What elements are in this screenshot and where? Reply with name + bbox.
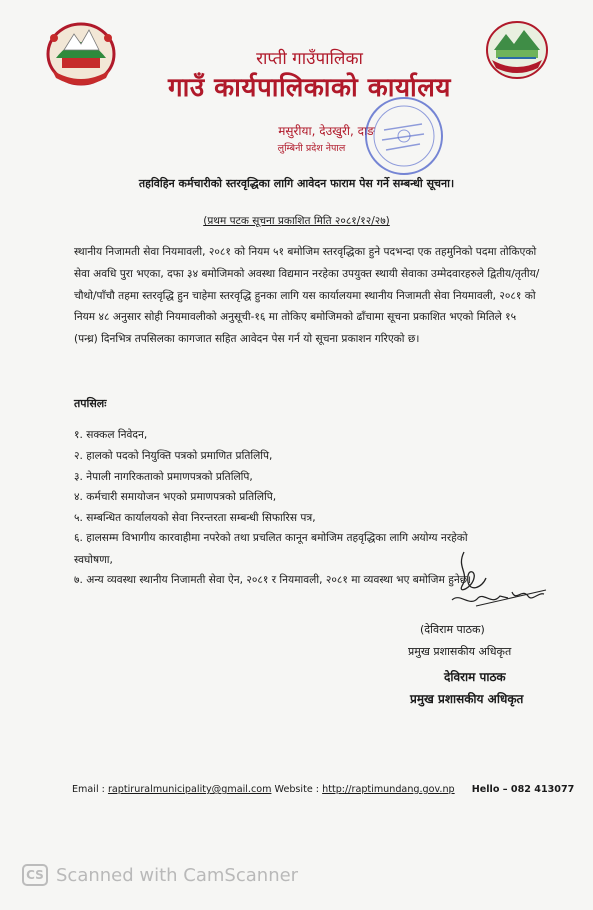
signatory-title: प्रमुख प्रशासकीय अधिकृत [408, 645, 512, 658]
seal-title: प्रमुख प्रशासकीय अधिकृत [410, 692, 524, 706]
office-title: गाउँ कार्यपालिकाको कार्यालय [168, 73, 451, 103]
list-item: २. हालको पदको नियुक्ति पत्रको प्रमाणित प्रतिलिपि, [74, 450, 273, 462]
list-item: ४. कर्मचारी समायोजन भएको प्रमाणपत्रको प्रतिलिपि, [74, 491, 277, 503]
phone-number: Hello – 082 413077 [471, 784, 575, 795]
signatory-name: (देविराम पाठक) [420, 623, 485, 636]
municipality-name: राप्ती गाउँपालिका [256, 49, 363, 69]
camscanner-logo-icon: CS [22, 864, 48, 886]
list-item: ६. हालसम्म विभागीय कारवाहीमा नपरेको तथा प्रचलित कानून बमोजिम तहवृद्धिका लागि अयोग्य नरहेको [74, 532, 468, 544]
list-item: ७. अन्य व्यवस्था स्थानीय निजामती सेवा ऐन, २०८१ र नियमावली, २०८१ मा व्यवस्था भए बमोजिम हुनेछ। [74, 574, 472, 586]
handwritten-signature-icon [426, 548, 556, 628]
office-stamp-icon [362, 94, 446, 178]
website-label: Website : [274, 784, 320, 795]
email-link[interactable]: raptiruralmunicipality@gmail.com [107, 784, 272, 795]
publication-date: (प्रथम पटक सूचना प्रकाशित मिति २०८१/१२/२७) [203, 215, 390, 227]
notice-subject: तहविहिन कर्मचारीको स्तरवृद्धिका लागि आवेदन फाराम पेस गर्ने सम्बन्धी सूचना। [138, 177, 455, 190]
list-item: ३. नेपाली नागरिकताको प्रमाणपत्रको प्रतिलिपि, [74, 471, 253, 483]
notice-body: स्थानीय निजामती सेवा नियमावली, २०८१ को नियम ५१ बमोजिम स्तरवृद्धिका हुने पदभन्दा एक तहमुनिको पदमा तोकिएको सेवा अवधि पुरा भएका, दफा ३४ बमोजिमको अवस्था विद्यमान नरहेका उपयुक्त स्थायी सेवाका उम्मेदवारहरुले द्वितीय/तृतीय/चौथो/पाँचौ तहमा स्तरवृद्धि हुन चाहेमा स्तरवृद्धि हुनका लागि यस कार्यालयमा स्थानीय निजामती सेवा नियमावली, २०८१ को नियम ४८ अनुसार सोही नियमावलीको अनुसूची-१६ मा तोकिए बमोजिमको ढाँचामा सूचना प्रकाशित भएको मितिले १५ (पन्ध्र) दिनभित्र तपसिलका कागजात सहित आवेदन पेस गर्न यो सूचना प्रकाशन गरिएको छ। [74, 246, 540, 346]
list-heading: तपसिलः [74, 397, 107, 410]
watermark-text: Scanned with CamScanner [56, 864, 299, 886]
email-label: Email : [72, 784, 105, 795]
list-item: स्वघोषणा, [74, 554, 113, 566]
address-line-1: मसुरीया, देउखुरी, दाङ [278, 124, 375, 138]
scanner-watermark [22, 864, 298, 886]
list-item: ५. सम्बन्धित कार्यालयको सेवा निरन्तरता सम्बन्धी सिफारिस पत्र, [74, 512, 316, 524]
footer-contact [72, 784, 574, 795]
address-line-2: लुम्बिनी प्रदेश नेपाल [277, 143, 346, 154]
list-item: १. सक्कल निवेदन, [74, 429, 148, 441]
seal-name: देविराम पाठक [444, 670, 506, 684]
website-link[interactable]: http://raptimundang.gov.np [322, 784, 455, 795]
